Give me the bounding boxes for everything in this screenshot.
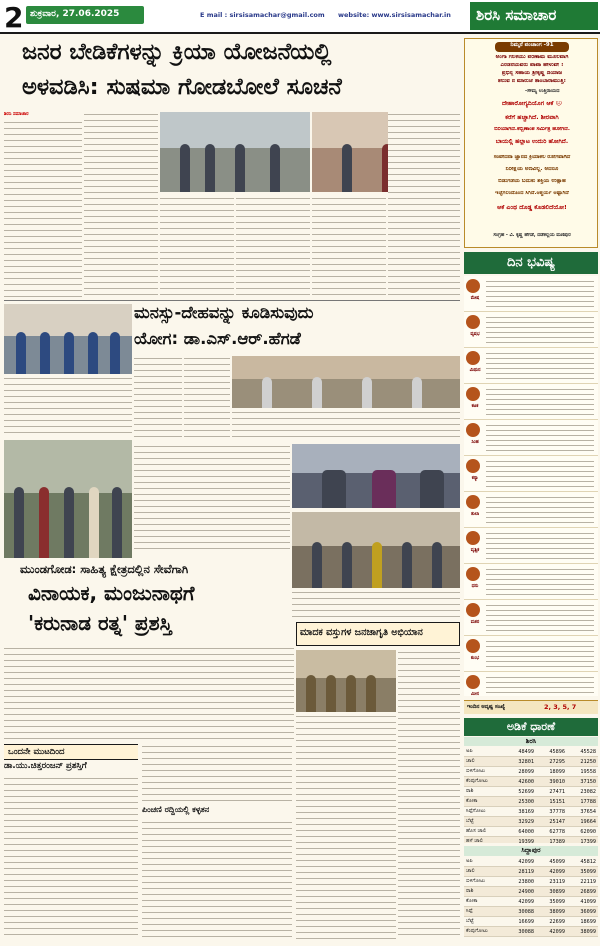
market-price: 30088	[505, 927, 536, 937]
zodiac-sign-name: ಕುಂಭ	[470, 656, 480, 661]
book-award-headline: ಡಾ.ಯು.ಚಿತ್ತರಂಜನ್ ಪ್ರಶಸ್ತಿಗೆ	[4, 762, 87, 771]
drug-awareness-text-2	[296, 714, 396, 940]
lead-column-5	[312, 196, 386, 298]
market-variety: ಸಿಪ್ಪೆಗೋಟು	[464, 807, 505, 817]
market-price: 38169	[505, 807, 536, 817]
zodiac-sign-name: ಕಟಕ	[471, 404, 479, 409]
school-caption	[4, 376, 132, 436]
date-box	[26, 6, 144, 24]
market-price: 28119	[505, 867, 536, 877]
market-row	[464, 777, 598, 787]
horoscope-text	[486, 495, 594, 523]
zodiac-icon	[466, 351, 480, 365]
market-row	[464, 857, 598, 867]
lead-headline-line1: ಜನರ ಬೇಡಿಕೆಗಳನ್ನು ಕ್ರಿಯಾ ಯೋಜನೆಯಲ್ಲಿ	[22, 41, 332, 65]
market-price: 41099	[567, 897, 598, 907]
market-price: 37150	[567, 777, 598, 787]
market-price: 16699	[505, 917, 536, 927]
horoscope-entry	[464, 636, 598, 672]
paper-name-box	[470, 2, 598, 30]
market-price: 25300	[505, 797, 536, 807]
market-row	[464, 877, 598, 887]
horoscope-text	[486, 639, 594, 667]
market-price: 19664	[567, 817, 598, 827]
horoscope-header	[464, 252, 598, 274]
caption-under-group	[292, 590, 460, 620]
horoscope-entry	[464, 420, 598, 456]
market-variety: ಕೋಕಾ	[464, 897, 505, 907]
horoscope-text	[486, 531, 594, 559]
horoscope-entry	[464, 528, 598, 564]
market-price: 27471	[536, 787, 567, 797]
quote-line: ಆಕೆ ಎಂಥ ದೊಡ್ಡ ಕೊಡಲಿದೆಯೋ!	[497, 205, 567, 211]
market-price: 22699	[536, 917, 567, 927]
website-text: website: www.sirsisamachar.in	[338, 11, 451, 19]
market-row	[464, 867, 598, 877]
zodiac-icon	[466, 315, 480, 329]
market-variety: ಹಳೆ ಚಾಲಿ	[464, 837, 505, 844]
continued-header	[4, 744, 138, 760]
market-variety: ಚಾಲಿ	[464, 757, 505, 767]
third-headline-line2: 'ಕರುನಾಡ ರತ್ನ' ಪ್ರಶಸ್ತಿ	[28, 613, 172, 635]
horoscope-entry	[464, 492, 598, 528]
zodiac-icon	[466, 495, 480, 509]
horoscope-text	[486, 387, 594, 415]
third-kicker: ಮುಂಡಗೋಡ: ಸಾಹಿತ್ಯ ಕ್ಷೇತ್ರದಲ್ಲಿನ ಸೇವೆಗಾಗಿ	[20, 563, 189, 576]
market-price: 64000	[505, 827, 536, 837]
page-number: 2	[4, 1, 24, 33]
market-siddapur-label: ಸಿದ್ದಾಪುರ	[464, 846, 598, 856]
market-price: 32929	[505, 817, 536, 827]
market-variety: ಬೆಟ್ಟೆ	[464, 917, 505, 927]
zodiac-icon	[466, 531, 480, 545]
market-title: ಅಡಿಕೆ ಧಾರಣೆ	[506, 720, 556, 733]
lead-column-2	[84, 112, 158, 298]
market-price: 42099	[505, 857, 536, 867]
zodiac-icon	[466, 639, 480, 653]
market-row	[464, 787, 598, 797]
market-price: 30899	[536, 887, 567, 897]
market-variety: ಕೆಂಪುಗೋಟು	[464, 777, 505, 787]
market-sirsi-label: ಶಿರಸಿ	[464, 737, 598, 746]
market-price: 18099	[536, 767, 567, 777]
market-variety: ಕೋಕಾ	[464, 797, 505, 807]
market-price: 38099	[567, 927, 598, 937]
school-photo	[4, 304, 132, 374]
market-row	[464, 927, 598, 937]
market-price: 19399	[505, 837, 536, 844]
market-price: 23119	[536, 877, 567, 887]
market-row	[464, 827, 598, 837]
market-variety: ಬೆಟ್ಟೆ	[464, 817, 505, 827]
market-variety: ಬಿಳಿಗೋಟು	[464, 767, 505, 777]
market-price: 52699	[505, 787, 536, 797]
second-headline-line2: ಯೋಗ: ಡಾ.ಎಸ್.ಆರ್.ಹೆಗಡೆ	[134, 330, 301, 348]
market-price: 36099	[567, 907, 598, 917]
quote-credit: ಸಂಗ್ರಹ - ವಿ. ಕೃಷ್ಣ ಹೆಗಡೆ, ದಡೆಕಲ್ಲಿಯ ಮಣಿಪುರ	[493, 233, 571, 238]
quote-line: ಕರೆಗೆ ಹಚ್ಚಾಗಿದೆ. ಶೀರವಾಗಿ	[505, 115, 559, 121]
quote-line: ಸಂವೇದನಾ ಜ್ಞಾನದ ಕ್ರಿಯಾಕಲಿ ರೋಗವಾಗಿದೆ	[493, 155, 571, 160]
quote-line: ಬಾಯಲ್ಲಿ ಹಲ್ಲಾಟ ಉದುರಿ ಹೋಗಿದೆ.	[495, 139, 569, 145]
market-variety: ಕೆಂಪುಗೋಟು	[464, 927, 505, 937]
quote-attribution: -ಸೌಮ್ಯ ಉತ್ತಿರಾಯದ	[525, 89, 560, 94]
horoscope-text	[486, 675, 594, 696]
lead-photo-meeting	[160, 112, 310, 192]
zodiac-sign-name: ವೃಷಭ	[470, 332, 480, 337]
horoscope-text	[486, 279, 594, 307]
zodiac-sign-name: ವೃಶ್ಚಿಕ	[470, 548, 480, 553]
market-price: 26899	[567, 887, 598, 897]
lead-byline: ಶಿರಸಿ ಸಮಾಚಾರ	[4, 112, 29, 117]
market-variety: ಸಿಪ್ಪೆ	[464, 907, 505, 917]
lucky-number-label: ಇಂದಿನ ಅದೃಷ್ಟ ಸಂಖ್ಯೆ	[467, 704, 505, 710]
yoga-text-col2	[184, 356, 230, 440]
market-price: 42600	[505, 777, 536, 787]
market-row	[464, 747, 598, 757]
horoscope-text	[486, 567, 594, 595]
lead-column-4	[236, 196, 310, 298]
zodiac-icon	[466, 423, 480, 437]
group-photo-left	[4, 440, 132, 558]
portrait-photos	[292, 444, 460, 508]
yoga-text-col3	[232, 410, 460, 440]
third-text-columns	[4, 646, 294, 740]
market-price: 27295	[536, 757, 567, 767]
market-row	[464, 897, 598, 907]
market-price: 23800	[505, 877, 536, 887]
market-price: 21250	[567, 757, 598, 767]
drug-awareness-text	[398, 650, 460, 940]
market-price: 19558	[567, 767, 598, 777]
horoscope-title: ದಿನ ಭವಿಷ್ಯ	[506, 255, 556, 270]
market-price: 17399	[567, 837, 598, 844]
yoga-photo	[232, 356, 460, 408]
quote-line: ಇಚ್ಛೆಗಲಿಂದೊಂದ ಸಿಗಿದೆ.ಆಶ್ಚರ್ಯ ಅಷ್ಟಾಗಿದೆ	[495, 191, 569, 196]
market-price: 30088	[505, 907, 536, 917]
market-siddapur-table	[464, 857, 598, 937]
masthead	[0, 0, 600, 34]
horoscope-entry	[464, 312, 598, 348]
market-row	[464, 767, 598, 777]
horoscope-entry	[464, 600, 598, 636]
zodiac-icon	[466, 567, 480, 581]
market-price: 24900	[505, 887, 536, 897]
continued-kicker: ಒಂದನೇ ಮುಟದಿಂದ	[8, 748, 65, 757]
market-price: 28099	[505, 767, 536, 777]
market-row	[464, 797, 598, 807]
market-price: 23082	[567, 787, 598, 797]
market-price: 17389	[536, 837, 567, 844]
market-price: 35099	[567, 867, 598, 877]
market-variety: ಅಪಿ	[464, 747, 505, 757]
market-price: 37778	[536, 807, 567, 817]
zodiac-icon	[466, 603, 480, 617]
yoga-text-col1	[134, 356, 182, 440]
market-header	[464, 718, 598, 736]
horoscope-entry	[464, 672, 598, 696]
market-variety: ರಾಶಿ	[464, 787, 505, 797]
market-price: 35099	[536, 897, 567, 907]
market-price: 48499	[505, 747, 536, 757]
book-award-text	[4, 776, 138, 940]
market-variety: ಬಿಳಿಗೋಟು	[464, 877, 505, 887]
market-row	[464, 907, 598, 917]
middle-text-col	[142, 744, 292, 804]
market-price: 39010	[536, 777, 567, 787]
horoscope-entry	[464, 564, 598, 600]
quote-badge: ನಿಮ್ಮನೆ ಪಂಚಾಂಗ -91	[495, 42, 569, 52]
market-price: 22119	[567, 877, 598, 887]
quote-line: ಬಿರಿಯಾಗಿದೆ.ಕಬ್ಬಿಣಾಂಶ ಸರ್ಮಿತ್ರ ಹೋಗಿದೆ.	[494, 127, 570, 132]
horoscope-entry	[464, 384, 598, 420]
small-news-text	[142, 820, 292, 940]
lead-column-3	[160, 196, 234, 298]
drug-awareness-photo	[296, 650, 396, 712]
market-price: 17788	[567, 797, 598, 807]
lead-column-1	[4, 120, 82, 298]
market-price: 18699	[567, 917, 598, 927]
market-variety: ರಾಶಿ	[464, 887, 505, 897]
market-price: 32801	[505, 757, 536, 767]
quote-line: ನಿರೀಕ್ಷೆಯ ಅಣವಿಲ್ಲ. ಅದರೂ	[505, 167, 559, 172]
market-row	[464, 757, 598, 767]
quote-line: ಬಿಡುಗಡೆಯ ಬದುಕು ಶಕ್ತಿಯ ಉತ್ಸಾಹ	[498, 179, 566, 184]
market-row	[464, 887, 598, 897]
zodiac-icon	[466, 459, 480, 473]
horoscope-text	[486, 423, 594, 451]
issue-date: ಶುಕ್ರವಾರ, 27.06.2025	[30, 9, 120, 19]
horoscope-entry	[464, 276, 598, 312]
quote-line: ಪ್ರಭಿನ್ನ ಸಹಾಯ ಶ್ರೀಕೃಷ್ಣ ದಿಯಾಜ	[501, 71, 563, 76]
zodiac-sign-name: ಮೇಷ	[470, 296, 480, 301]
market-price: 45812	[567, 857, 598, 867]
zodiac-sign-name: ಮಕರ	[470, 620, 480, 625]
market-price: 62778	[536, 827, 567, 837]
market-price: 45528	[567, 747, 598, 757]
drug-awareness-header	[296, 622, 460, 646]
market-variety: ಅಪಿ	[464, 857, 505, 867]
market-price: 45099	[536, 857, 567, 867]
zodiac-icon	[466, 675, 480, 689]
zodiac-sign-name: ತುಲಾ	[470, 512, 480, 517]
market-sirsi-table	[464, 747, 598, 843]
horoscope-text	[486, 315, 594, 343]
market-variety: ಚಾಲಿ	[464, 867, 505, 877]
market-price: 42099	[536, 927, 567, 937]
quote-line: ತಲುವ ನ ಮಾರುಜೆ ತಾಂಬಾರಾಮುತ್ತಿ!	[497, 79, 567, 84]
market-variety: ಹೊಸ ಚಾಲಿ	[464, 827, 505, 837]
lead-column-6	[388, 112, 460, 298]
award-text-block	[134, 444, 290, 554]
zodiac-sign-name: ಮೀನ	[471, 692, 479, 696]
small-news-headline: ಪಿಂಚಣಿ ರದ್ದಿಯಲ್ಲಿ ಕಳ್ಳತನ	[142, 806, 210, 814]
quote-line: ಅಂಗಾ ಗಲಿಕೆಯು ಪರಿಣಾಮ ಮೂಲವಾಗಿ	[495, 55, 569, 60]
quote-line: ಎರಡನೆಯವರು ಪಾಪಾ ಹೇಳುವೇ !	[500, 63, 564, 68]
market-price: 37654	[567, 807, 598, 817]
market-row	[464, 917, 598, 927]
zodiac-sign-name: ಸಿಂಹ	[471, 440, 479, 445]
horoscope-entry	[464, 348, 598, 384]
group-photo-right	[292, 512, 460, 588]
horoscope-entry	[464, 456, 598, 492]
lead-headline-line2: ಅಳವಡಿಸಿ: ಸುಷಮಾ ಗೋಡಬೋಲೆ ಸೂಚನೆ	[22, 76, 342, 100]
market-price: 15151	[536, 797, 567, 807]
zodiac-sign-name: ಮಿಥುನ	[469, 368, 481, 373]
horoscope-text	[486, 459, 594, 487]
market-price: 42099	[536, 867, 567, 877]
zodiac-sign-name: ಕನ್ಯಾ	[471, 476, 479, 481]
market-price: 62090	[567, 827, 598, 837]
market-row	[464, 837, 598, 844]
market-price: 42099	[505, 897, 536, 907]
market-price: 25147	[536, 817, 567, 827]
horoscope-text	[486, 603, 594, 631]
lucky-number-bar	[464, 700, 598, 714]
email-text: E mail : sirsisamachar@gmail.com	[200, 11, 325, 19]
market-price: 45896	[536, 747, 567, 757]
market-row	[464, 817, 598, 827]
zodiac-icon	[466, 279, 480, 293]
zodiac-icon	[466, 387, 480, 401]
third-headline-line1: ವಿನಾಯಕ, ಮಂಜುನಾಥಗೆ	[28, 583, 195, 605]
horoscope-text	[486, 351, 594, 379]
drug-awareness-title: ಮಾದಕ ವಸ್ತುಗಳ ಜನಜಾಗೃತಿ ಅಭಿಯಾನ	[300, 628, 423, 638]
horoscope-list	[464, 276, 598, 696]
paper-name: ಶಿರಸಿ ಸಮಾಚಾರ	[476, 6, 557, 24]
quote-ad-box	[464, 38, 598, 248]
quote-line: ದೇಹಾರೋಗ್ಯದಿಯೊಗ ಆಕೆ 😐	[501, 101, 563, 107]
market-row	[464, 807, 598, 817]
zodiac-sign-name: ಧನು	[471, 584, 479, 589]
second-headline-line1: ಮನಸ್ಸು-ದೇಹವನ್ನು ಕೂಡಿಸುವುದು	[134, 304, 314, 322]
market-price: 38099	[536, 907, 567, 917]
lucky-number-values: 2, 3, 5, 7	[544, 703, 577, 711]
